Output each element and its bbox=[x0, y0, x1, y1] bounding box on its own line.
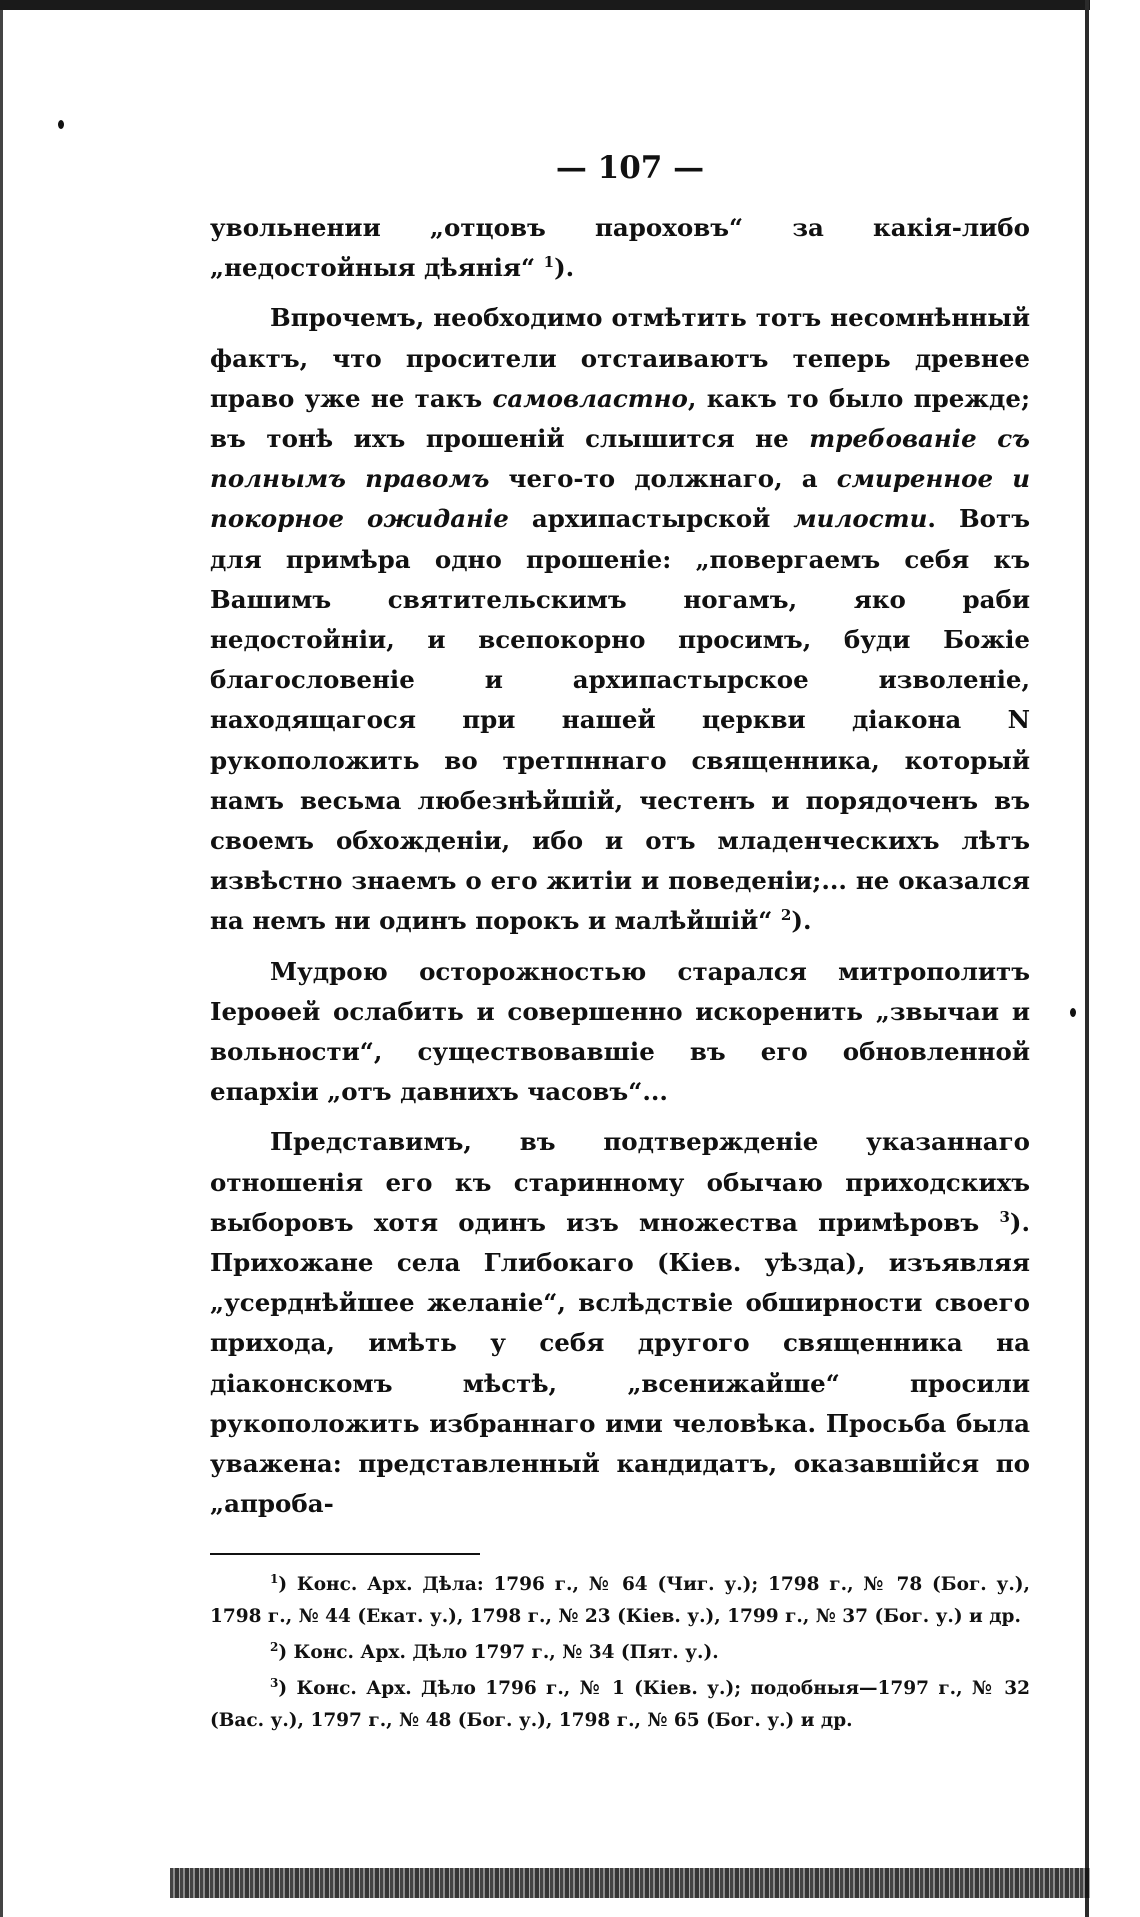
footnote-mark: 3 bbox=[270, 1675, 279, 1690]
scan-top-edge bbox=[0, 0, 1090, 10]
footnote-divider bbox=[210, 1553, 480, 1555]
footnote-mark: 2 bbox=[270, 1639, 279, 1654]
paragraph bbox=[210, 952, 1030, 1113]
page-number: — 107 — bbox=[555, 150, 705, 186]
scan-bottom-edge bbox=[170, 1868, 1090, 1898]
emphasis-text: смиренное и покорное ожиданіе bbox=[210, 464, 1031, 534]
text-run: , какъ то было прежде; въ тонѣ ихъ прошеній слышится не bbox=[210, 383, 1030, 454]
footnote-text: ) Конс. Арх. Дѣло 1797 г., № 34 (Пят. у.). bbox=[278, 1641, 719, 1663]
text-run: архипастырской bbox=[508, 504, 794, 534]
footnotes bbox=[210, 1569, 1030, 1737]
emphasis-text: милости bbox=[793, 504, 928, 534]
text-run: Мудрою осторожностью старался митрополитъ Іероѳей ослабить и совершенно искоренить „звычаи и вольности“, существовавшіе въ его обновленной епархіи „отъ давнихъ часовъ“... bbox=[210, 956, 1030, 1107]
text-run: Представимъ, въ подтвержденіе указаннаго отношенія его къ старинному обычаю приходскихъ выборовъ хотя одинъ изъ множества примѣровъ bbox=[210, 1127, 1030, 1237]
text-run: чего-то должнаго, а bbox=[489, 464, 837, 494]
text-run: Впрочемъ, необходимо отмѣтить тотъ несомнѣнный фактъ, что просители отстаиваютъ теперь древнее право уже не такъ bbox=[210, 303, 1030, 413]
footnote bbox=[210, 1569, 1030, 1633]
footnote-ref: 1 bbox=[543, 253, 555, 272]
ink-speck bbox=[1070, 1008, 1076, 1017]
footnote-ref: 2 bbox=[780, 906, 792, 925]
footnote-text: ) Конс. Арх. Дѣло 1796 г., № 1 (Кіев. у.); подобныя—1797 г., № 32 (Вас. у.), 1797 г., № 48 (Бог. у.), 1798 г., № 65 (Бог. у.) и др. bbox=[210, 1677, 1030, 1731]
emphasis-text: самовластно bbox=[492, 383, 688, 413]
ink-speck bbox=[58, 120, 64, 129]
scan-right-edge bbox=[1085, 0, 1089, 1917]
text-run: . Вотъ для примѣра одно прошеніе: „повергаемъ себя къ Вашимъ святительскимъ ногамъ, яко раби недостойніи, и всепокорно просимъ, буди Божіе благословеніе и архипастырское изволеніе, находящагося при нашей церкви діакона N рукоположить во третпннаго священника, который намъ весьма любезнѣйшій, честенъ и порядоченъ въ своемъ обхожденіи, ибо и отъ младенческихъ лѣтъ извѣстно знаемъ о его житіи и поведеніи;... не оказался на немъ ни одинъ порокъ и малѣйшій“ bbox=[210, 504, 1030, 936]
footnote-mark: 1 bbox=[270, 1571, 279, 1586]
paragraph bbox=[210, 1122, 1030, 1524]
emphasis-text: требованіе съ полнымъ правомъ bbox=[210, 424, 1030, 494]
footnote bbox=[210, 1637, 1030, 1669]
footnote bbox=[210, 1673, 1030, 1737]
footnote-text: ) Конс. Арх. Дѣла: 1796 г., № 64 (Чиг. у.); 1798 г., № 78 (Бог. у.), 1798 г., № 44 (Екат. у.), 1798 г., № 23 (Кіев. у.), 1799 г., № 37 (Бог. у.) и др. bbox=[210, 1573, 1030, 1627]
text-run: увольнении „отцовъ пароховъ“ за какія-либо „недостойныя дѣянія“ bbox=[210, 213, 1030, 283]
scan-left-edge bbox=[0, 0, 3, 1917]
paragraph bbox=[210, 208, 1030, 288]
page bbox=[210, 150, 1030, 1741]
body-text bbox=[210, 208, 1030, 1525]
text-run: ). Прихожане села Глибокаго (Кіев. уѣзда), изъявляя „усерднѣйшее желаніе“, вслѣдствіе обширности своего прихода, имѣть у себя другого священника на діаконскомъ мѣстѣ, „всенижайше“ просили рукоположить избраннаго ими человѣка. Просьба была уважена: представленный кандидатъ, оказавшійся по „апроба- bbox=[210, 1207, 1030, 1519]
text-run: ). bbox=[791, 906, 812, 936]
footnote-ref: 3 bbox=[999, 1207, 1010, 1226]
text-run: ). bbox=[554, 253, 575, 283]
paragraph bbox=[210, 298, 1030, 941]
